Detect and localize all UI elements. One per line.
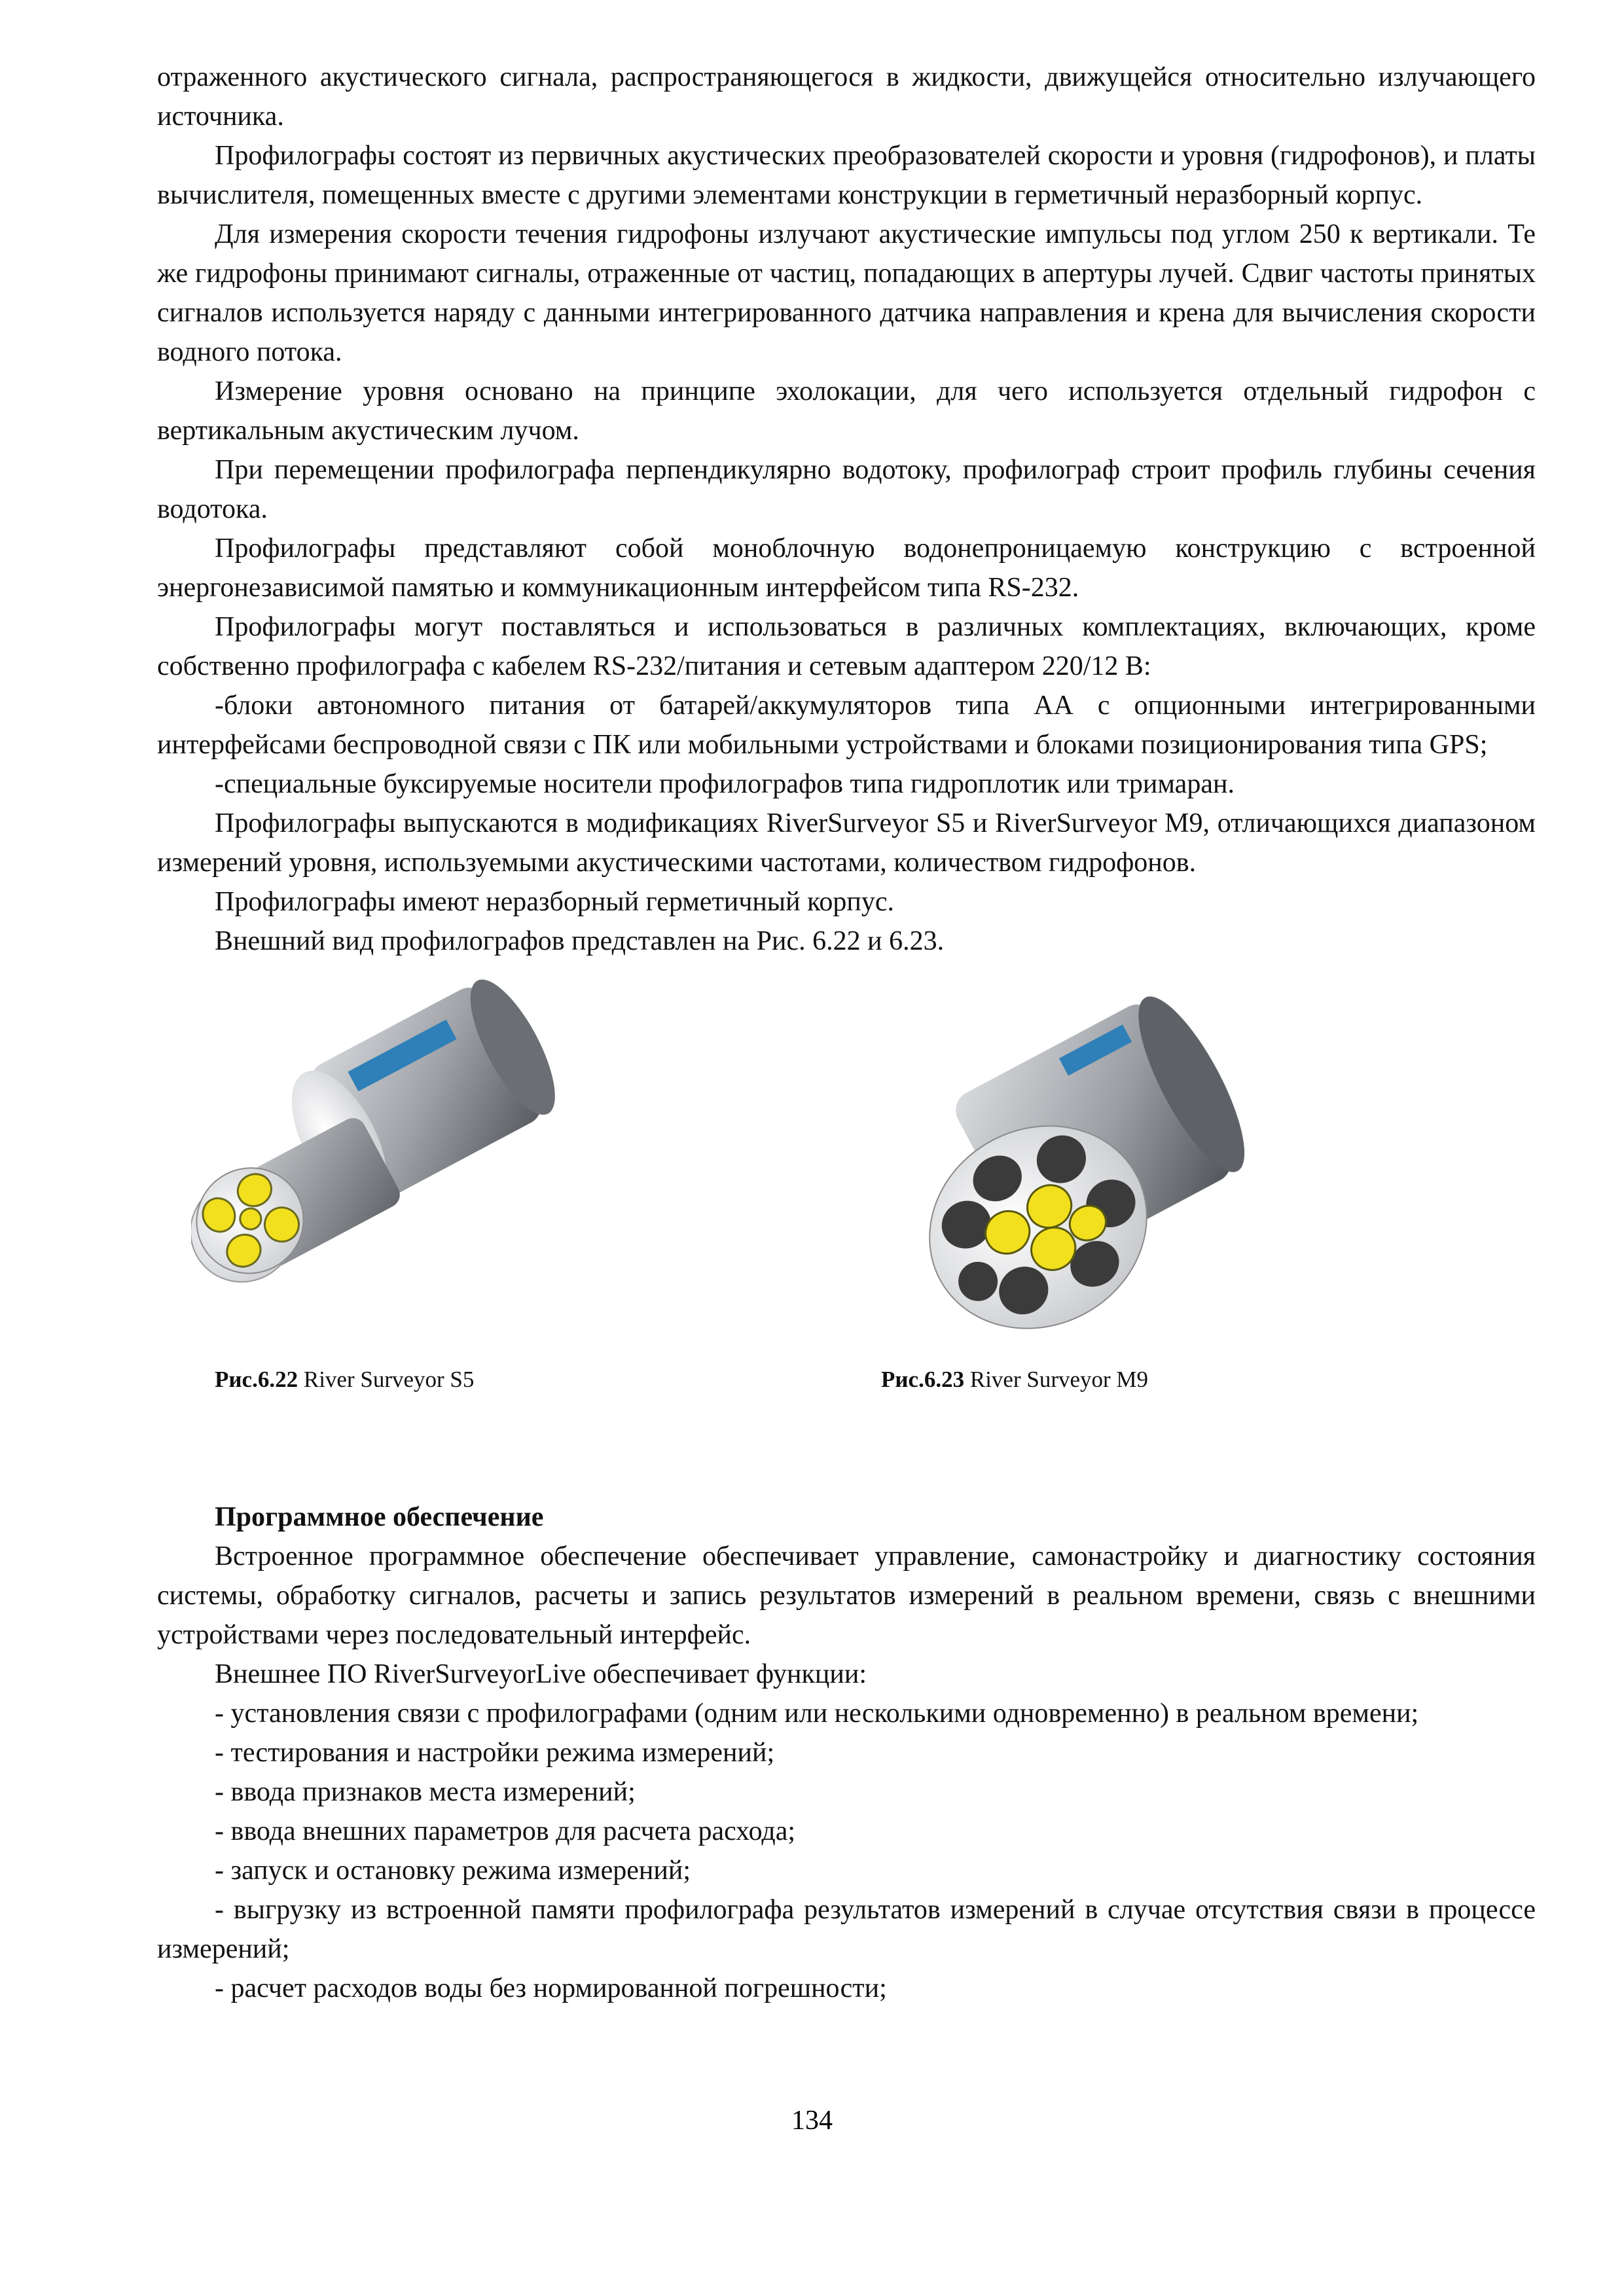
figure-label-m9: Рис.6.23 xyxy=(881,1367,965,1392)
paragraph: - ввода внешних параметров для расчета расхода; xyxy=(215,1816,796,1846)
paragraph: Внешний вид профилографов представлен на Рис. 6.22 и 6.23. xyxy=(215,926,945,956)
paragraph: - расчет расходов воды без нормированной погрешности; xyxy=(215,1973,887,2003)
figure-caption-text-m9: River Surveyor M9 xyxy=(964,1367,1149,1392)
page-content xyxy=(157,58,1536,2008)
figure-river-surveyor-m9 xyxy=(907,969,1274,1335)
figure-caption-text-s5: River Surveyor S5 xyxy=(298,1367,475,1392)
paragraph: - ввода признаков места измерений; xyxy=(215,1777,636,1807)
paragraph: Для измерения скорости течения гидрофоны излучают акустические импульсы под углом 250 к вертикали. Те же гидрофоны принимают сигналы, отраженные от частиц, попадающих в апертуры лучей. Сдвиг частоты принятых сигналов используется наряду с данными интегрированного датчика направления и крена для вычисления скорости водного потока. xyxy=(157,219,1536,367)
paragraph: Профилографы имеют неразборный герметичный корпус. xyxy=(215,887,894,917)
section-heading: Программное обеспечение xyxy=(215,1502,544,1532)
paragraph: -специальные буксируемые носители профилографов типа гидроплотик или тримаран. xyxy=(215,769,1235,799)
figure-caption-s5 xyxy=(215,1365,474,1394)
paragraph: -блоки автономного питания от батарей/аккумуляторов типа АА с опционными интегрированными интерфейсами беспроводной связи с ПК или мобильными устройствами и блоками позиционирования типа GPS; xyxy=(157,691,1536,760)
figure-caption-m9 xyxy=(881,1365,1148,1394)
paragraph: Профилографы выпускаются в модификациях RiverSurveyor S5 и RiverSurveyor M9, отличающихся диапазоном измерений уровня, используемыми акустическими частотами, количеством гидрофонов. xyxy=(157,808,1536,878)
paragraph: - тестирования и настройки режима измерений; xyxy=(215,1738,775,1768)
river-surveyor-s5-image xyxy=(191,969,584,1335)
body-text-top xyxy=(157,58,1536,961)
paragraph: При перемещении профилографа перпендикулярно водотоку, профилограф строит профиль глубины сечения водотока. xyxy=(157,455,1536,524)
figure-river-surveyor-s5 xyxy=(191,969,584,1335)
paragraph: - запуск и остановку режима измерений; xyxy=(215,1856,691,1886)
paragraph: Измерение уровня основано на принципе эхолокации, для чего используется отдельный гидрофон с вертикальным акустическим лучом. xyxy=(157,376,1536,446)
paragraph: Профилографы могут поставляться и использоваться в различных комплектациях, включающих, кроме собственно профилографа с кабелем RS-232/питания и сетевым адаптером 220/12 В: xyxy=(157,612,1536,681)
page-number: 134 xyxy=(791,2106,833,2136)
paragraph: Встроенное программное обеспечение обеспечивает управление, самонастройку и диагностику состояния системы, обработку сигналов, расчеты и запись результатов измерений в реальном времени, связь с внешними устройствами через последовательный интерфейс. xyxy=(157,1541,1536,1650)
river-surveyor-m9-image xyxy=(907,969,1274,1335)
paragraph: - выгрузку из встроенной памяти профилографа результатов измерений в случае отсутствия связи в процессе измерений; xyxy=(157,1895,1536,1964)
body-text-bottom xyxy=(157,1537,1536,2008)
paragraph: - установления связи с профилографами (одним или несколькими одновременно) в реальном времени; xyxy=(215,1698,1419,1729)
paragraph: Профилографы представляют собой моноблочную водонепроницаемую конструкцию с встроенной энергонезависимой памятью и коммуникационным интерфейсом типа RS-232. xyxy=(157,533,1536,603)
paragraph: Профилографы состоят из первичных акустических преобразователей скорости и уровня (гидрофонов), и платы вычислителя, помещенных вместе с другими элементами конструкции в герметичный неразборный корпус. xyxy=(157,141,1536,210)
figures-row xyxy=(157,969,1536,1482)
paragraph: отраженного акустического сигнала, распространяющегося в жидкости, движущейся относительно излучающего источника. xyxy=(157,62,1536,132)
figure-label-s5: Рис.6.22 xyxy=(215,1367,298,1392)
paragraph: Внешнее ПО RiverSurveyorLive обеспечивает функции: xyxy=(215,1659,867,1689)
